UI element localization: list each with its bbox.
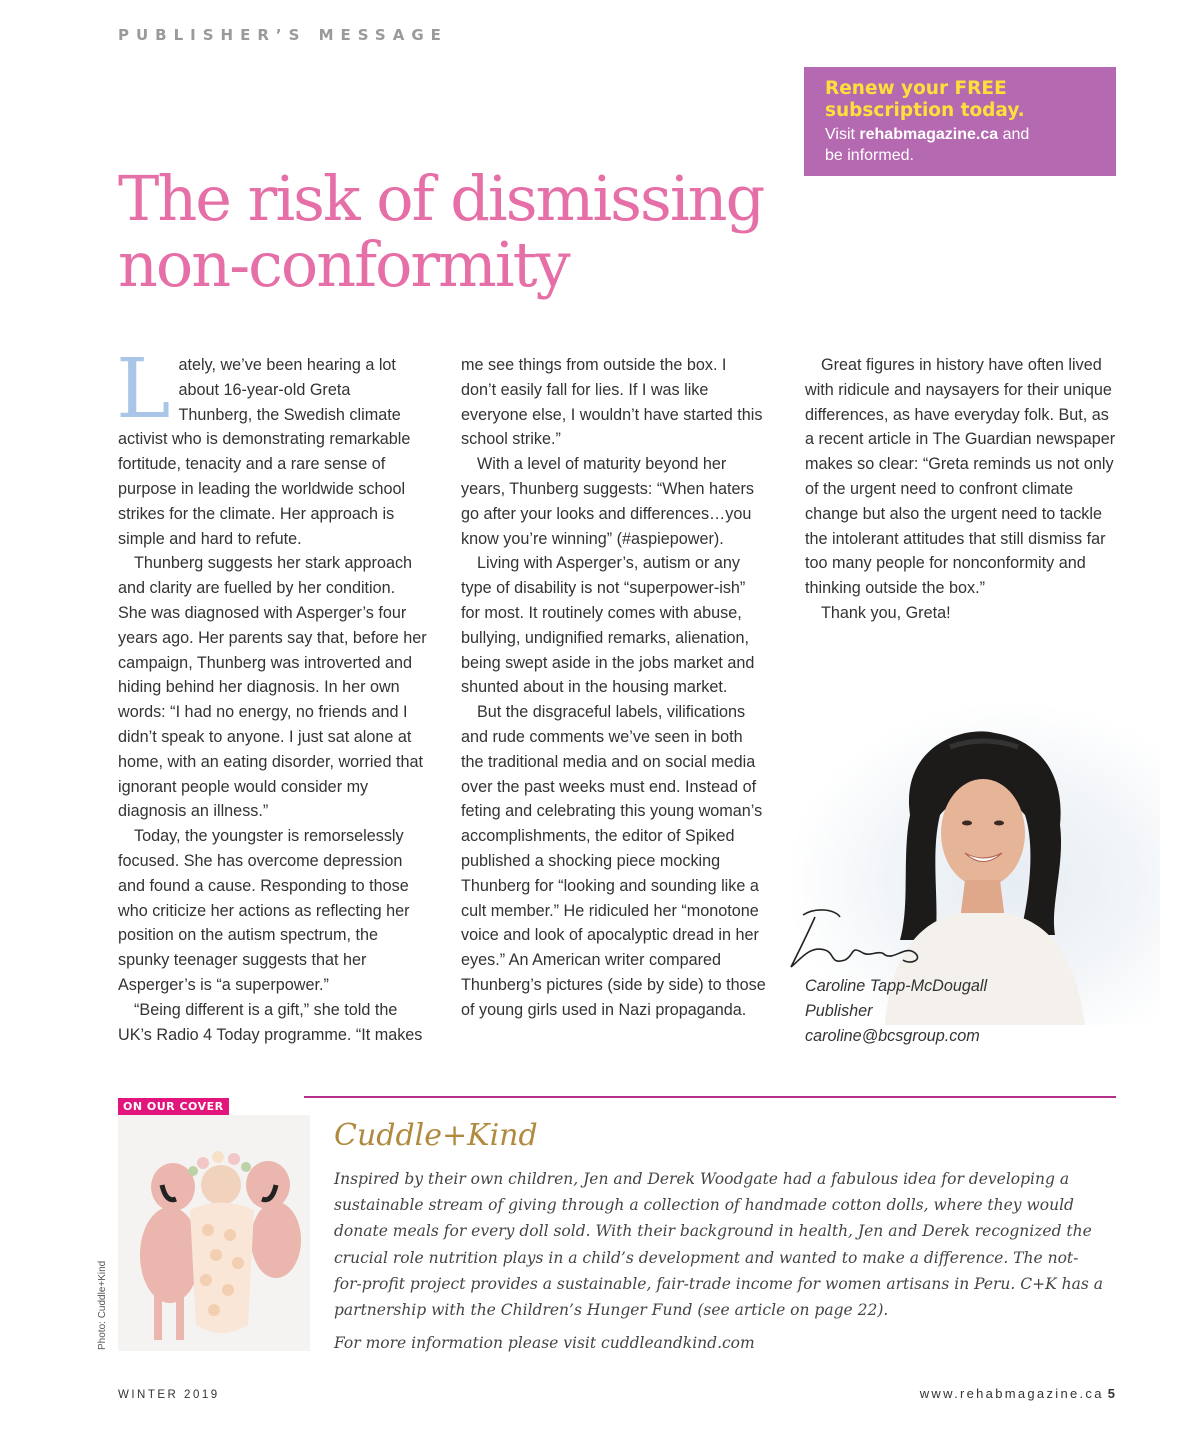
headline-line-1: The risk of dismissing bbox=[118, 162, 764, 235]
promo-heading: Renew your FREE subscription today. bbox=[825, 78, 1025, 121]
cover-photo bbox=[118, 1115, 310, 1351]
article-paragraph: Living with Asperger’s, autism or any type of disability is not “superpower-ish” for most. It routinely comes with abuse, bullying, undignified remarks, alienation, being swept aside in the jobs market and shunted about in the housing market. bbox=[461, 554, 755, 697]
article-column-3 bbox=[805, 353, 1120, 626]
section-label: PUBLISHER’S MESSAGE bbox=[118, 26, 448, 44]
subscription-promo-box[interactable] bbox=[804, 67, 1116, 176]
promo-tail-text: be informed. bbox=[825, 147, 914, 164]
on-our-cover-tag: ON OUR COVER bbox=[118, 1098, 229, 1115]
publisher-name: Caroline Tapp-McDougall bbox=[805, 977, 988, 995]
signature-block bbox=[805, 974, 987, 1048]
cover-title: Cuddle+Kind bbox=[334, 1118, 538, 1153]
article-column-1 bbox=[116, 342, 428, 1047]
publisher-title: Publisher bbox=[805, 1001, 873, 1020]
article-paragraph: “Being different is a gift,” she told the UK’s Radio 4 Today programme. “It makes bbox=[118, 1000, 423, 1044]
promo-visit-text: Visit bbox=[825, 126, 855, 143]
promo-body bbox=[825, 124, 1096, 166]
article-paragraph: me see things from outside the box. I don’t easily fall for lies. If I was like everyone else, I wouldn’t have started this school strike.” bbox=[461, 356, 763, 449]
article-paragraph: With a level of maturity beyond her years, Thunberg suggests: “When haters go after your looks and differences…you know you’re winning” (#aspiepower). bbox=[461, 455, 755, 548]
drop-cap: L bbox=[116, 342, 171, 437]
article-paragraph: Lately, we’ve been hearing a lot about 16-year-old Greta Thunberg, the Swedish climate activist who is demonstrating remarkable fortitude, tenacity and a rare sense of purpose in leading the worldwide school strikes for the climate. Her approach is simple and hard to refute. bbox=[116, 342, 411, 548]
footer-site-link[interactable]: www.rehabmagazine.ca bbox=[919, 1386, 1104, 1401]
article-headline bbox=[118, 162, 798, 301]
headline-line-2: non-conformity bbox=[118, 228, 569, 301]
cover-description: Inspired by their own children, Jen and Derek Woodgate had a fabulous idea for developing a sustainable stream of giving through a collection of handmade cotton dolls, where they would donate meals for every doll sold. With their background in health, Jen and Derek recognized the crucial role nutrition plays in a child’s development and wanted to make a difference. The not-for-profit project provides a sustainable, fair-trade income for women artisans in Peru. C+K has a partnership with the Children’s Hunger Fund (see article on page 22). bbox=[334, 1170, 1103, 1320]
article-paragraph: Today, the youngster is remorselessly focused. She has overcome depression and found a cause. Responding to those who criticize her actions as reflecting her position on the autism spectrum, the spunky teenager suggests that her Asperger’s is “a superpower.” bbox=[118, 827, 410, 994]
promo-site-link[interactable]: rehabmagazine.ca bbox=[859, 126, 999, 143]
article-paragraph: Thank you, Greta! bbox=[821, 603, 951, 622]
cover-more-info[interactable]: For more information please visit cuddleandkind.com bbox=[334, 1334, 755, 1352]
article-paragraph: Great figures in history have often lived with ridicule and naysayers for their unique differences, as have everyday folk. But, as a recent article in The Guardian newspaper makes so clear: “Greta reminds us not only of the urgent need to confront climate change but also the urgent need to tackle the intolerant attitudes that still dismiss far too many people for nonconformity and thinking outside the box.” bbox=[805, 356, 1116, 598]
photo-credit: Photo: Cuddle+Kind bbox=[97, 1260, 108, 1350]
signature-graphic bbox=[785, 905, 935, 975]
footer-issue: WINTER 2019 bbox=[118, 1389, 220, 1401]
promo-and-text: and bbox=[1002, 126, 1030, 143]
article-paragraph: Thunberg suggests her stark approach and clarity are fuelled by her condition. She was diagnosed with Asperger’s four years ago. Her parents say that, before her campaign, Thunberg was introverted and hiding behind her diagnosis. In her own words: “I had no energy, no friends and I didn’t speak to anyone. I just sat alone at home, with an eating disorder, worried that ignorant people would consider my diagnosis an illness.” bbox=[118, 554, 427, 821]
article-paragraph: But the disgraceful labels, vilifications and rude comments we’ve seen in both the traditional media and on social media over the past weeks must end. Instead of feting and celebrating this young woman’s accomplishments, the editor of Spiked published a shocking piece mocking Thunberg for “looking and sounding like a cult member.” He ridiculed her “monotone voice and look of apocalyptic dread in her eyes.” An American writer compared Thunberg’s pictures (side by side) to those of young girls used in Nazi propaganda. bbox=[461, 703, 766, 1019]
footer-site-and-page bbox=[920, 1386, 1115, 1401]
cover-section-divider bbox=[304, 1096, 1116, 1098]
publisher-email[interactable]: caroline@bcsgroup.com bbox=[805, 1026, 980, 1045]
article-column-2 bbox=[461, 353, 766, 1023]
page-number: 5 bbox=[1107, 1386, 1115, 1401]
